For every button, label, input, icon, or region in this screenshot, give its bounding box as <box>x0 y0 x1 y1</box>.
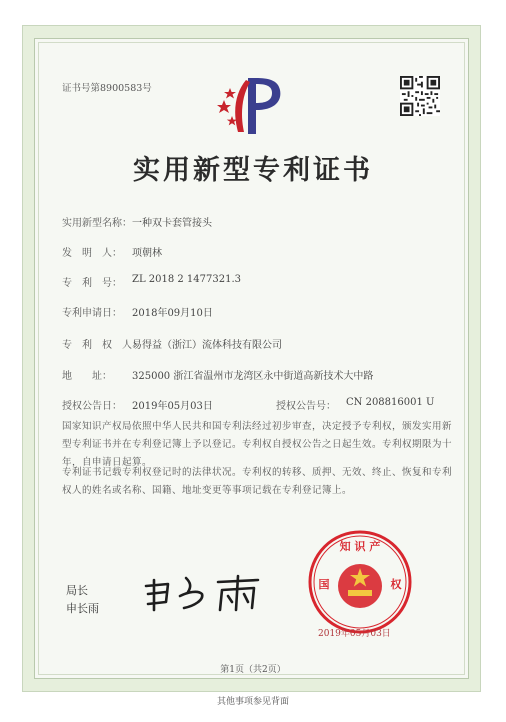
patent-number: ZL 2018 2 1477321.3 <box>132 274 242 285</box>
certificate-title: 实用新型专利证书 <box>133 155 373 186</box>
svg-text:国: 国 <box>318 578 330 591</box>
grant-announcement-number: CN 208816001 U <box>346 397 435 408</box>
grant-announcement-number-label: 授权公告号： <box>276 401 336 412</box>
qr-code-icon <box>400 76 440 116</box>
patentee-name: 易得益（浙江）流体科技有限公司 <box>132 340 282 351</box>
reverse-side-note: 其他事项参见背面 <box>216 697 289 707</box>
cnipa-logo-icon <box>210 70 294 142</box>
patent-number-label: 专 利 号： <box>62 278 122 289</box>
utility-model-name-label: 实用新型名称： <box>62 218 132 229</box>
filing-date: 2018年09月10日 <box>132 308 213 319</box>
svg-text:权: 权 <box>390 578 402 591</box>
official-seal-icon <box>306 528 414 636</box>
inventor-label: 发 明 人： <box>62 248 122 259</box>
grant-announcement-date: 2019年05月03日 <box>132 401 213 412</box>
address-value: 325000 浙江省温州市龙湾区永中街道高新技术大中路 <box>132 371 374 382</box>
page-indicator: 第1页（共2页） <box>220 665 286 675</box>
patentee-label: 专 利 权 人： <box>62 340 142 351</box>
grant-announcement-date-label: 授权公告日： <box>62 401 122 412</box>
grant-statement-paragraph: 国家知识产权局依照中华人民共和国专利法经过初步审查，决定授予专利权，颁发实用新型专利证书并在专利登记簿上予以登记。专利权自授权公告之日起生效。专利权期限为十年，自申请日起算。 <box>62 421 453 468</box>
utility-model-name: 一种双卡套管接头 <box>132 218 212 229</box>
seal-date: 2019年05月03日 <box>318 629 391 639</box>
legal-status-paragraph: 专利证书记载专利权登记时的法律状况。专利权的转移、质押、无效、终止、恢复和专利权人的姓名或名称、国籍、地址变更等事项记载在专利登记簿上。 <box>62 467 453 496</box>
filing-date-label: 专利申请日： <box>62 308 122 319</box>
svg-text:知 识 产: 知 识 产 <box>339 540 381 553</box>
commissioner-name: 申长雨 <box>66 602 99 615</box>
address-label: 地 址： <box>62 371 112 382</box>
handwritten-signature <box>140 570 270 616</box>
inventor-name: 项朝林 <box>132 248 162 259</box>
commissioner-title: 局长 <box>66 584 88 597</box>
certificate-number: 证书号第8900583号 <box>62 83 152 94</box>
